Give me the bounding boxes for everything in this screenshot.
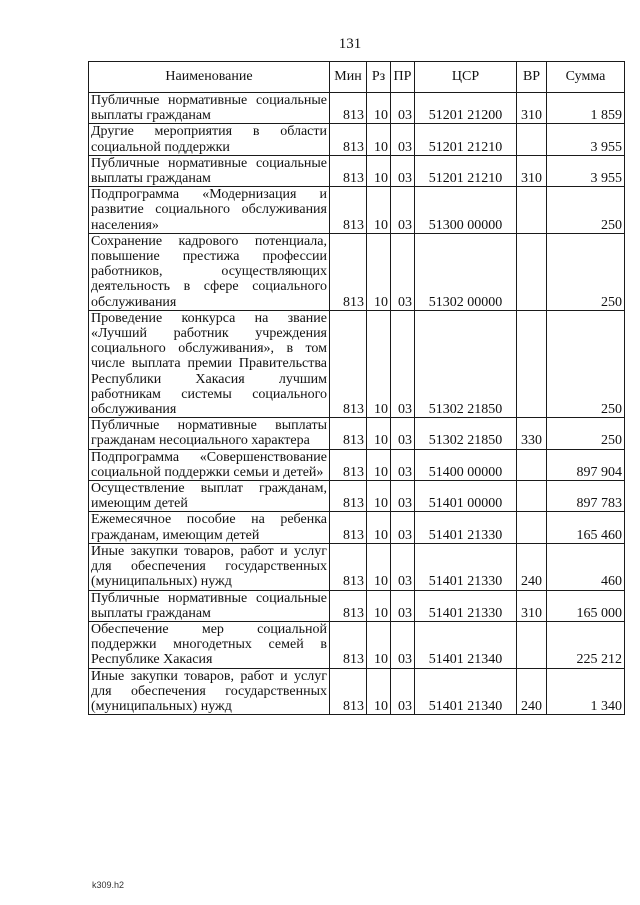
table-row (89, 481, 625, 512)
cell-rz: 10 (367, 590, 391, 621)
cell-rz: 10 (367, 233, 391, 310)
cell-min: 813 (330, 590, 367, 621)
header-vr: ВР (517, 62, 547, 93)
cell-sum: 460 (547, 543, 625, 590)
cell-sum: 225 212 (547, 621, 625, 668)
cell-sum: 3 955 (547, 155, 625, 186)
cell-pr: 03 (391, 543, 415, 590)
cell-rz: 10 (367, 481, 391, 512)
cell-min: 813 (330, 155, 367, 186)
cell-name: Ежемесячное пособие на ребенка гражданам, имеющим детей (89, 512, 330, 543)
cell-csr: 51201 21200 (415, 93, 517, 124)
cell-rz: 10 (367, 310, 391, 417)
cell-sum: 3 955 (547, 124, 625, 155)
page-number: 131 (338, 36, 362, 52)
table-row (89, 590, 625, 621)
cell-vr (517, 621, 547, 668)
cell-name: Сохранение кадрового потенциала, повышение престижа профессии работников, осуществляющих деятельность в сфере социального обслуживания (89, 233, 330, 310)
cell-min: 813 (330, 512, 367, 543)
cell-pr: 03 (391, 155, 415, 186)
cell-csr: 51302 21850 (415, 418, 517, 449)
cell-csr: 51300 00000 (415, 187, 517, 234)
cell-name: Публичные нормативные социальные выплаты гражданам (89, 155, 330, 186)
cell-min: 813 (330, 543, 367, 590)
cell-sum: 250 (547, 187, 625, 234)
cell-pr: 03 (391, 621, 415, 668)
cell-vr: 240 (517, 668, 547, 715)
cell-min: 813 (330, 93, 367, 124)
table-row (89, 512, 625, 543)
cell-name: Осуществление выплат гражданам, имеющим детей (89, 481, 330, 512)
cell-pr: 03 (391, 93, 415, 124)
cell-rz: 10 (367, 512, 391, 543)
cell-min: 813 (330, 233, 367, 310)
cell-rz: 10 (367, 418, 391, 449)
cell-pr: 03 (391, 233, 415, 310)
cell-pr: 03 (391, 481, 415, 512)
cell-min: 813 (330, 418, 367, 449)
cell-vr (517, 124, 547, 155)
table-row (89, 543, 625, 590)
cell-name: Обеспечение мер социальной поддержки многодетных семей в Республике Хакасия (89, 621, 330, 668)
cell-vr (517, 233, 547, 310)
cell-pr: 03 (391, 590, 415, 621)
cell-vr (517, 310, 547, 417)
cell-rz: 10 (367, 93, 391, 124)
cell-pr: 03 (391, 124, 415, 155)
budget-table (88, 61, 625, 715)
cell-min: 813 (330, 668, 367, 715)
cell-csr: 51201 21210 (415, 124, 517, 155)
cell-sum: 165 000 (547, 590, 625, 621)
table-row (89, 124, 625, 155)
cell-min: 813 (330, 124, 367, 155)
cell-vr: 240 (517, 543, 547, 590)
cell-vr: 310 (517, 155, 547, 186)
table-row (89, 187, 625, 234)
cell-name: Иные закупки товаров, работ и услуг для обеспечения государственных (муниципальных) нужд (89, 668, 330, 715)
cell-csr: 51401 21340 (415, 621, 517, 668)
cell-csr: 51201 21210 (415, 155, 517, 186)
cell-name: Иные закупки товаров, работ и услуг для обеспечения государственных (муниципальных) нужд (89, 543, 330, 590)
cell-rz: 10 (367, 155, 391, 186)
cell-csr: 51401 21340 (415, 668, 517, 715)
cell-vr (517, 481, 547, 512)
cell-sum: 165 460 (547, 512, 625, 543)
cell-name: Публичные нормативные выплаты гражданам несоциального характера (89, 418, 330, 449)
table-row (89, 93, 625, 124)
cell-name: Публичные нормативные социальные выплаты гражданам (89, 590, 330, 621)
cell-pr: 03 (391, 187, 415, 234)
cell-name: Публичные нормативные социальные выплаты гражданам (89, 93, 330, 124)
cell-pr: 03 (391, 668, 415, 715)
cell-vr (517, 187, 547, 234)
header-min: Мин (330, 62, 367, 93)
cell-sum: 250 (547, 418, 625, 449)
cell-csr: 51401 21330 (415, 543, 517, 590)
cell-csr: 51401 00000 (415, 481, 517, 512)
cell-name: Другие мероприятия в области социальной поддержки (89, 124, 330, 155)
cell-vr (517, 512, 547, 543)
cell-vr: 330 (517, 418, 547, 449)
header-rz: Рз (367, 62, 391, 93)
cell-sum: 250 (547, 310, 625, 417)
cell-rz: 10 (367, 668, 391, 715)
cell-min: 813 (330, 449, 367, 480)
cell-name: Проведение конкурса на звание «Лучший работник учреждения социального обслуживания», в том числе выплата премии Правительства Республики Хакасия лучшим работникам системы социального обслуживания (89, 310, 330, 417)
cell-rz: 10 (367, 124, 391, 155)
cell-pr: 03 (391, 512, 415, 543)
cell-rz: 10 (367, 543, 391, 590)
header-pr: ПР (391, 62, 415, 93)
cell-vr: 310 (517, 590, 547, 621)
cell-sum: 897 783 (547, 481, 625, 512)
table-row (89, 621, 625, 668)
cell-min: 813 (330, 481, 367, 512)
cell-csr: 51401 21330 (415, 512, 517, 543)
table-row (89, 418, 625, 449)
header-sum: Сумма (547, 62, 625, 93)
cell-vr: 310 (517, 93, 547, 124)
cell-rz: 10 (367, 621, 391, 668)
cell-sum: 897 904 (547, 449, 625, 480)
table-header-row (89, 62, 625, 93)
table-row (89, 668, 625, 715)
cell-sum: 1 859 (547, 93, 625, 124)
table-row (89, 310, 625, 417)
cell-csr: 51400 00000 (415, 449, 517, 480)
cell-min: 813 (330, 310, 367, 417)
cell-min: 813 (330, 187, 367, 234)
cell-rz: 10 (367, 449, 391, 480)
cell-rz: 10 (367, 187, 391, 234)
cell-sum: 250 (547, 233, 625, 310)
cell-pr: 03 (391, 418, 415, 449)
cell-csr: 51401 21330 (415, 590, 517, 621)
cell-vr (517, 449, 547, 480)
cell-sum: 1 340 (547, 668, 625, 715)
cell-name: Подпрограмма «Модернизация и развитие социального обслуживания населения» (89, 187, 330, 234)
cell-pr: 03 (391, 449, 415, 480)
footer-code: k309.h2 (92, 880, 125, 890)
cell-min: 813 (330, 621, 367, 668)
table-row (89, 155, 625, 186)
header-csr: ЦСР (415, 62, 517, 93)
cell-pr: 03 (391, 310, 415, 417)
cell-csr: 51302 21850 (415, 310, 517, 417)
cell-csr: 51302 00000 (415, 233, 517, 310)
header-name: Наименование (89, 62, 330, 93)
table-row (89, 449, 625, 480)
cell-name: Подпрограмма «Совершенствование социальной поддержки семьи и детей» (89, 449, 330, 480)
table-row (89, 233, 625, 310)
